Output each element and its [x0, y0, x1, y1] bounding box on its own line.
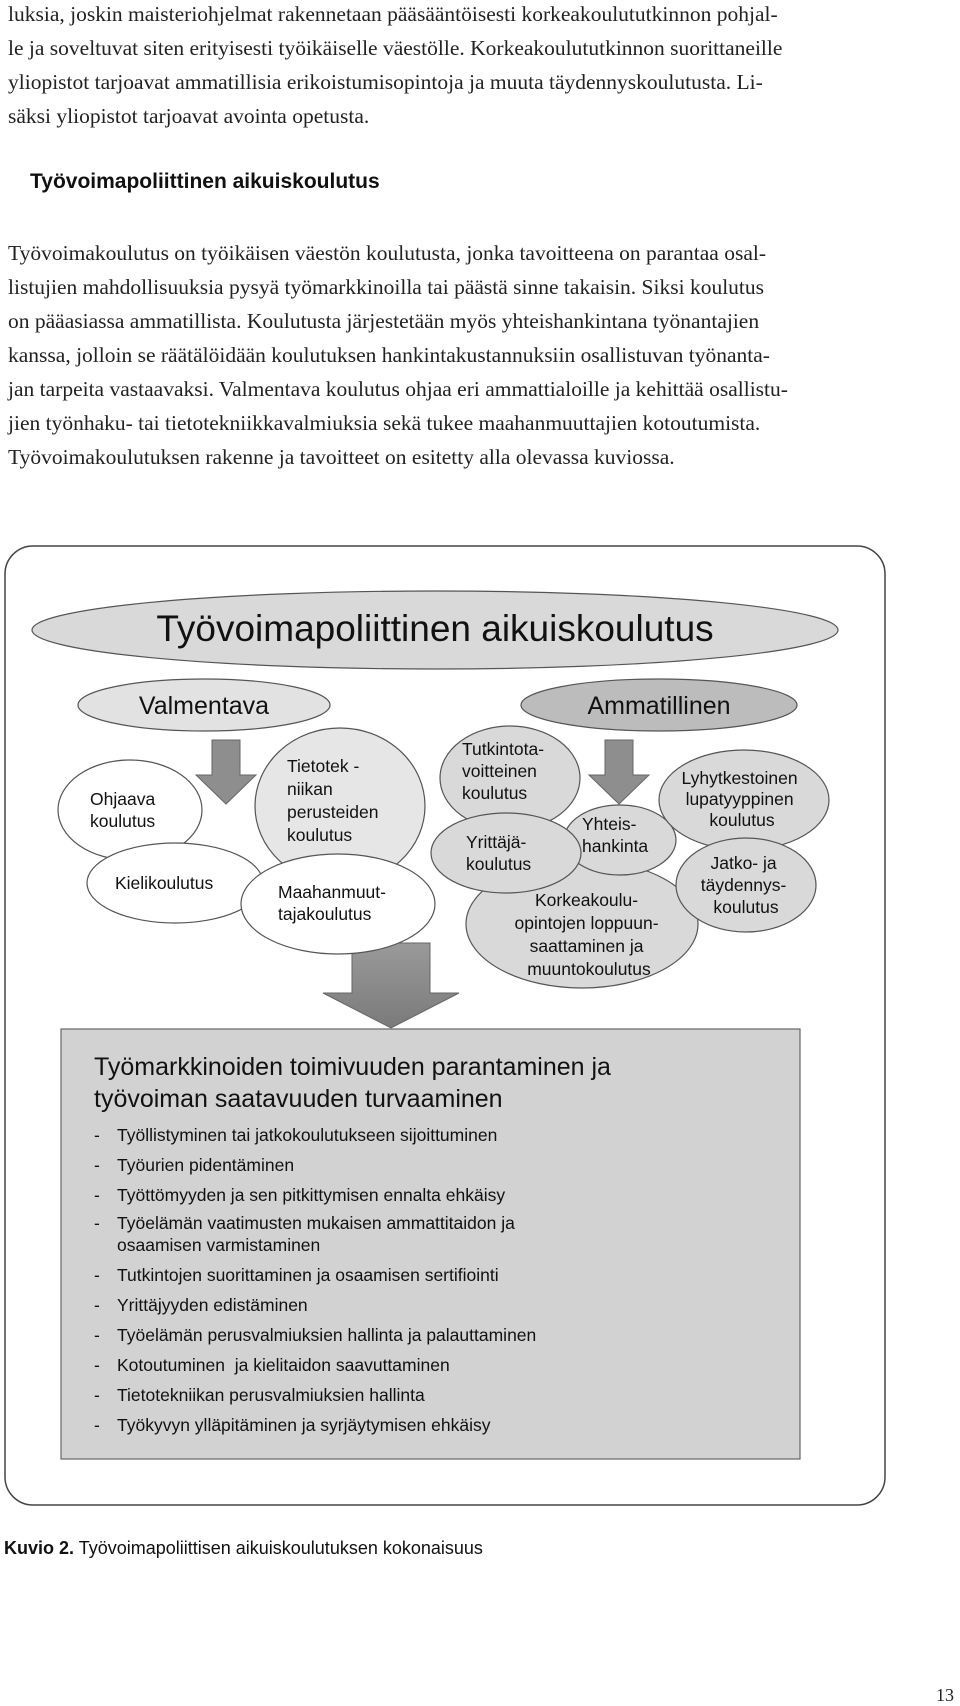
- bullet-marker: -: [94, 1325, 100, 1345]
- bullet-marker: -: [94, 1155, 100, 1175]
- goal-bullet: Yrittäjyyden edistäminen: [117, 1295, 308, 1315]
- caption-label: Kuvio 2.: [4, 1538, 75, 1558]
- korkeakoulu-line: saattaminen ja: [529, 936, 644, 956]
- yrittajakoulutus-bubble: [431, 813, 581, 893]
- maahanmuuttaja-line: tajakoulutus: [278, 904, 372, 924]
- kielikoulutus-label: Kielikoulutus: [115, 873, 214, 893]
- intro-line: le ja soveltuvat siten erityisesti työikäiselle väestölle. Korkeakoulututkinnon suorittaneille: [8, 36, 783, 60]
- goals-title-line: Työmarkkinoiden toimivuuden parantaminen ja: [94, 1053, 611, 1081]
- jatko-line: täydennys-: [700, 875, 787, 895]
- bullet-marker: -: [94, 1213, 100, 1233]
- goal-bullet: Työllistyminen tai jatkokoulutukseen sijoittuminen: [117, 1125, 498, 1145]
- jatko-line: Jatko- ja: [710, 853, 777, 873]
- yhteishankinta-line: hankinta: [582, 836, 649, 856]
- jatko-label: [701, 853, 791, 917]
- bullet-marker: -: [94, 1265, 100, 1285]
- korkeakoulu-line: muuntokoulutus: [527, 959, 651, 979]
- lyhytkestoinen-line: Lyhytkestoinen: [681, 768, 798, 788]
- goal-bullet: Työurien pidentäminen: [117, 1155, 295, 1175]
- goal-bullet: Kotoutuminen ja kielitaidon saavuttaminen: [117, 1355, 450, 1375]
- ohjaava-line: Ohjaava: [90, 789, 156, 809]
- figure-title: Työvoimapoliittinen aikuiskoulutus: [156, 608, 714, 649]
- goal-bullet: Työkyvyn ylläpitäminen ja syrjäytymisen ehkäisy: [117, 1415, 491, 1435]
- goal-bullet: Työelämän vaatimusten mukaisen ammattitaidon ja: [117, 1213, 515, 1233]
- goal-bullet: Tietotekniikan perusvalmiuksien hallinta: [117, 1385, 425, 1405]
- ammatillinen-label: Ammatillinen: [587, 692, 731, 720]
- tutkintotavoitteinen-line: Tutkintota-: [462, 739, 545, 759]
- body-line: on pääasiassa ammatillista. Koulutusta järjestetään myös yhteishankintana työnantajien: [8, 309, 760, 333]
- body-line: kanssa, jolloin se räätälöidään koulutuksen hankintakustannuksiin osallistuvan työnanta-: [8, 343, 770, 367]
- goal-bullet-continuation: osaamisen varmistaminen: [117, 1235, 321, 1255]
- ohjaava-line: koulutus: [90, 811, 156, 831]
- bullet-marker: -: [94, 1415, 100, 1435]
- bullet-marker: -: [94, 1125, 100, 1145]
- maahanmuuttaja-line: Maahanmuut-: [278, 882, 386, 902]
- body-line: Työvoimakoulutuksen rakenne ja tavoitteet on esitetty alla olevassa kuviossa.: [8, 445, 675, 469]
- intro-line: yliopistot tarjoavat ammatillisia erikoistumisopintoja ja muuta täydennyskoulutusta. Li-: [8, 70, 763, 94]
- intro-line: säksi yliopistot tarjoavat avointa opetusta.: [8, 104, 370, 128]
- tutkintotavoitteinen-line: koulutus: [462, 783, 528, 803]
- yhteishankinta-line: Yhteis-: [582, 814, 637, 834]
- body-line: Työvoimakoulutus on työikäisen väestön koulutusta, jonka tavoitteena on parantaa osal-: [8, 241, 766, 265]
- caption-text: Työvoimapoliittisen aikuiskoulutuksen kokonaisuus: [74, 1538, 483, 1558]
- tietotekniikka-line: niikan: [287, 779, 333, 799]
- tietotekniikka-line: Tietotek -: [287, 756, 360, 776]
- goal-bullet: Työelämän perusvalmiuksien hallinta ja palauttaminen: [117, 1325, 537, 1345]
- valmentava-label: Valmentava: [138, 692, 270, 720]
- page-number: 13: [936, 1685, 954, 1705]
- bullet-marker: -: [94, 1355, 100, 1375]
- korkeakoulu-line: opintojen loppuun-: [514, 913, 659, 933]
- korkeakoulu-line: Korkeakoulu-: [535, 890, 639, 910]
- lyhytkestoinen-line: lupatyyppinen: [685, 789, 794, 809]
- yrittajakoulutus-line: Yrittäjä-: [466, 832, 527, 852]
- yrittajakoulutus-line: koulutus: [466, 854, 532, 874]
- goal-bullet: Tutkintojen suorittaminen ja osaamisen sertifiointi: [117, 1265, 499, 1285]
- tietotekniikka-line: koulutus: [287, 825, 353, 845]
- figure-caption: [4, 1538, 483, 1559]
- bullet-marker: -: [94, 1185, 100, 1205]
- lyhytkestoinen-line: koulutus: [709, 810, 775, 830]
- tietotekniikka-line: perusteiden: [287, 802, 379, 822]
- body-line: jien työnhaku- tai tietotekniikkavalmiuksia sekä tukee maahanmuuttajien kotoutumista.: [8, 411, 761, 435]
- goals-title-line: työvoiman saatavuuden turvaaminen: [94, 1085, 503, 1113]
- body-line: listujien mahdollisuuksia pysyä työmarkkinoilla tai päästä sinne takaisin. Siksi koulutus: [8, 275, 765, 299]
- bullet-marker: -: [94, 1295, 100, 1315]
- bullet-marker: -: [94, 1385, 100, 1405]
- goal-bullet: Työttömyyden ja sen pitkittymisen ennalta ehkäisy: [117, 1185, 506, 1205]
- jatko-line: koulutus: [713, 897, 779, 917]
- tutkintotavoitteinen-line: voitteinen: [462, 761, 537, 781]
- body-line: jan tarpeita vastaavaksi. Valmentava koulutus ohjaa eri ammattialoille ja kehittää osallistu-: [8, 377, 788, 401]
- section-heading: Työvoimapoliittinen aikuiskoulutus: [30, 170, 380, 193]
- intro-line: luksia, joskin maisteriohjelmat rakennetaan pääsääntöisesti korkeakoulututkinnon pohjal-: [8, 2, 778, 26]
